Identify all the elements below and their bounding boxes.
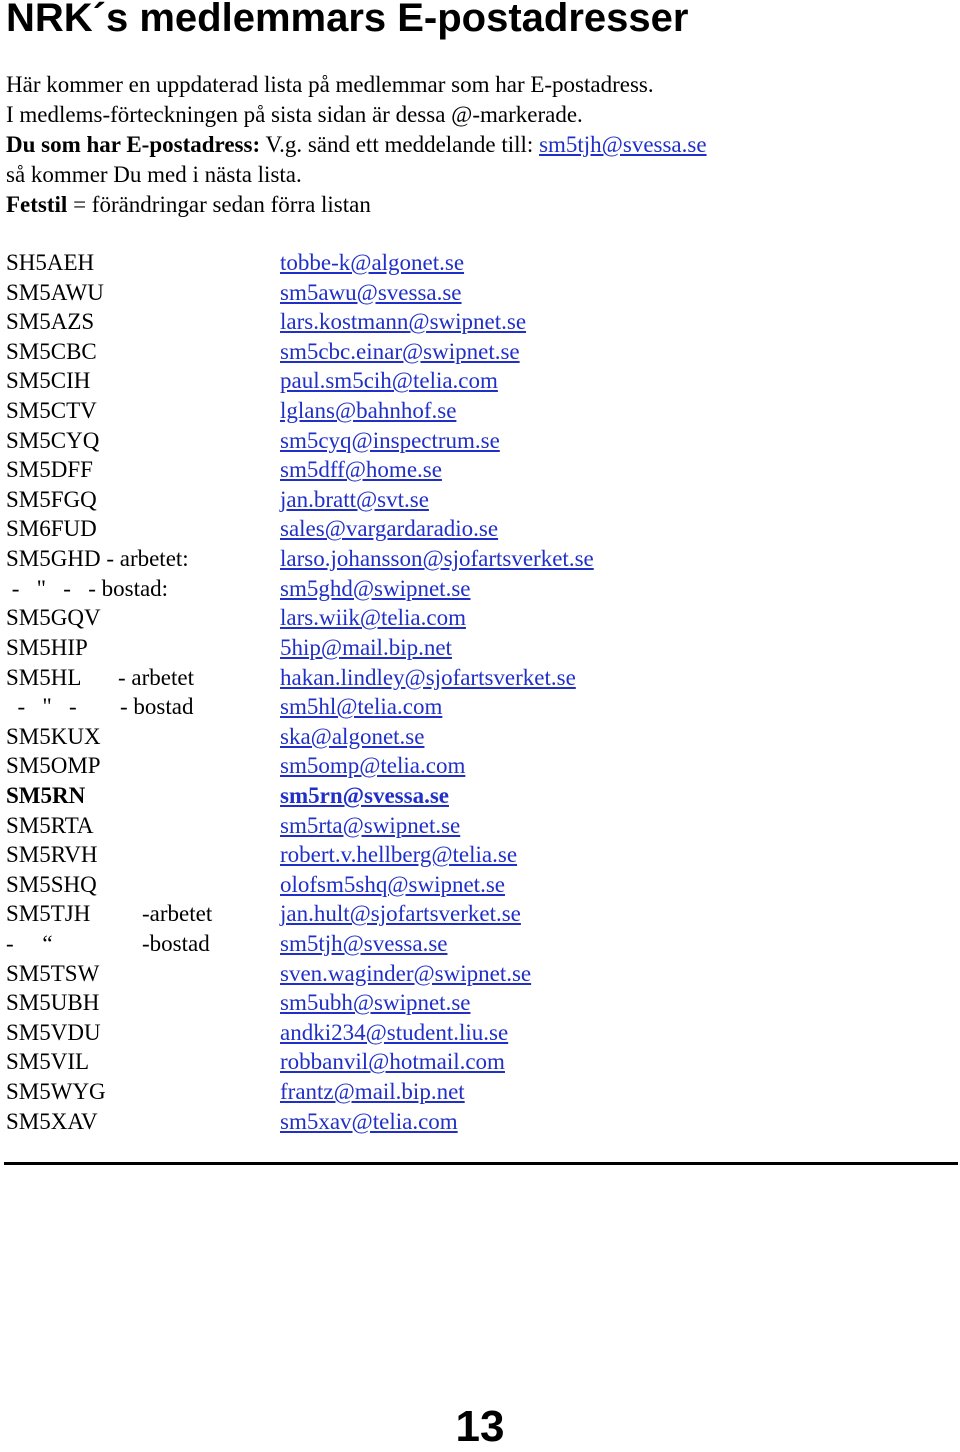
email-link[interactable]: sm5cyq@inspectrum.se [280, 427, 500, 453]
email-link[interactable]: olofsm5shq@swipnet.se [280, 871, 505, 897]
email-link[interactable]: sales@vargardaradio.se [280, 516, 499, 542]
location-note: -bostad [142, 931, 210, 957]
email-link[interactable]: sm5rn@svessa.se [280, 782, 449, 808]
member-row [6, 574, 946, 604]
callsign: SM5AWU [6, 279, 104, 305]
callsign: - " - - bostad: [6, 575, 169, 601]
member-row [6, 278, 946, 308]
member-row [6, 781, 946, 811]
member-row [6, 870, 946, 900]
callsign: SM5RN [6, 782, 86, 808]
member-row [6, 840, 946, 870]
callsign: SM5KUX [6, 723, 101, 749]
member-row [6, 307, 946, 337]
callsign: SM5GHD - arbetet: [6, 546, 189, 572]
callsign: SM5CBC [6, 338, 97, 364]
email-link[interactable]: tobbe-k@algonet.se [280, 250, 465, 275]
callsign: SM5VIL [6, 1049, 90, 1075]
email-link[interactable]: 5hip@mail.bip.net [280, 634, 452, 660]
callsign: SM5RTA [6, 812, 94, 838]
legend-bold-word: Fetstil [6, 192, 68, 217]
member-row [6, 455, 946, 485]
page-number: 13 [455, 1402, 505, 1451]
email-link[interactable]: jan.hult@sjofartsverket.se [280, 901, 521, 927]
email-link[interactable]: sm5ubh@swipnet.se [280, 990, 471, 1016]
callsign: SM5WYG [6, 1079, 106, 1105]
email-link[interactable]: robbanvil@hotmail.com [280, 1049, 505, 1075]
member-row [6, 248, 946, 278]
email-link[interactable]: sm5awu@svessa.se [280, 279, 462, 305]
email-link[interactable]: sm5rta@swipnet.se [280, 812, 461, 838]
intro-line [6, 130, 707, 160]
location-note: - arbetet [118, 664, 194, 690]
intro-line [6, 190, 707, 220]
callsign: SM5VDU [6, 1019, 101, 1045]
email-link[interactable]: robert.v.hellberg@telia.se [280, 842, 518, 868]
intro-line: Här kommer en uppdaterad lista på medlemmar som har E-postadress. [6, 72, 654, 97]
member-row [6, 722, 946, 752]
member-row [6, 396, 946, 426]
callsign: SM5HL [6, 664, 82, 690]
member-row [6, 692, 946, 722]
member-row [6, 426, 946, 456]
page-title: NRK´s medlemmars E-postadresser [6, 0, 689, 40]
email-link[interactable]: sven.waginder@swipnet.se [280, 960, 532, 986]
intro-line: så kommer Du med i nästa lista. [6, 162, 302, 187]
email-link[interactable]: lglans@bahnhof.se [280, 398, 457, 424]
member-row [6, 811, 946, 841]
member-row [6, 1107, 946, 1137]
callsign: SM5RVH [6, 842, 98, 868]
callsign: SM5TJH [6, 901, 91, 927]
email-link[interactable]: sm5dff@home.se [280, 457, 442, 483]
callsign: SM5HIP [6, 634, 88, 660]
callsign: SM5DFF [6, 457, 93, 483]
divider [4, 1162, 958, 1165]
email-link[interactable]: sm5ghd@swipnet.se [280, 575, 471, 601]
member-row [6, 899, 946, 929]
email-link[interactable]: lars.kostmann@swipnet.se [280, 309, 527, 335]
member-row [6, 959, 946, 989]
callsign: SM5CIH [6, 368, 91, 394]
email-link[interactable]: larso.johansson@sjofartsverket.se [280, 546, 594, 572]
member-row [6, 603, 946, 633]
member-row [6, 544, 946, 574]
member-row [6, 663, 946, 693]
callsign: - “ [6, 931, 53, 957]
member-row [6, 514, 946, 544]
intro-instruction: V.g. sänd ett meddelande till: [260, 132, 540, 157]
callsign: SM6FUD [6, 516, 97, 542]
callsign: SM5FGQ [6, 486, 97, 512]
email-link[interactable]: frantz@mail.bip.net [280, 1079, 465, 1105]
callsign: SM5GQV [6, 605, 101, 631]
intro-line: I medlems-förteckningen på sista sidan är dessa @-markerade. [6, 102, 583, 127]
callsign: SH5AEH [6, 250, 95, 275]
email-link[interactable]: hakan.lindley@sjofartsverket.se [280, 664, 576, 690]
location-note: -arbetet [142, 901, 213, 927]
member-row [6, 751, 946, 781]
email-link[interactable]: sm5xav@telia.com [280, 1108, 458, 1134]
email-link[interactable]: sm5hl@telia.com [280, 694, 443, 720]
callsign: SM5OMP [6, 753, 101, 779]
email-link[interactable]: ska@algonet.se [280, 723, 425, 749]
email-link[interactable]: sm5tjh@svessa.se [280, 931, 448, 957]
email-link[interactable]: andki234@student.liu.se [280, 1019, 509, 1045]
member-row [6, 988, 946, 1018]
member-row [6, 1047, 946, 1077]
legend-text: = förändringar sedan förra listan [67, 192, 371, 217]
callsign: SM5SHQ [6, 871, 97, 897]
callsign: SM5UBH [6, 990, 100, 1016]
email-link[interactable]: sm5cbc.einar@swipnet.se [280, 338, 520, 364]
callsign: SM5TSW [6, 960, 100, 986]
member-email-list [6, 248, 946, 1136]
email-link[interactable]: paul.sm5cih@telia.com [280, 368, 498, 394]
member-row [6, 929, 946, 959]
intro-text [6, 70, 707, 220]
callsign: SM5XAV [6, 1108, 98, 1134]
email-link[interactable]: lars.wiik@telia.com [280, 605, 466, 631]
member-row [6, 633, 946, 663]
member-row [6, 337, 946, 367]
email-link[interactable]: jan.bratt@svt.se [280, 486, 429, 512]
contact-email-link[interactable]: sm5tjh@svessa.se [539, 132, 707, 157]
member-row [6, 1018, 946, 1048]
location-note: - bostad [120, 694, 194, 720]
callsign: SM5AZS [6, 309, 95, 335]
callsign: - " - [6, 694, 77, 720]
member-row [6, 485, 946, 515]
member-row [6, 366, 946, 396]
intro-bold-label: Du som har E-postadress: [6, 132, 261, 157]
email-link[interactable]: sm5omp@telia.com [280, 753, 466, 779]
callsign: SM5CYQ [6, 427, 100, 453]
member-row [6, 1077, 946, 1107]
callsign: SM5CTV [6, 398, 97, 424]
